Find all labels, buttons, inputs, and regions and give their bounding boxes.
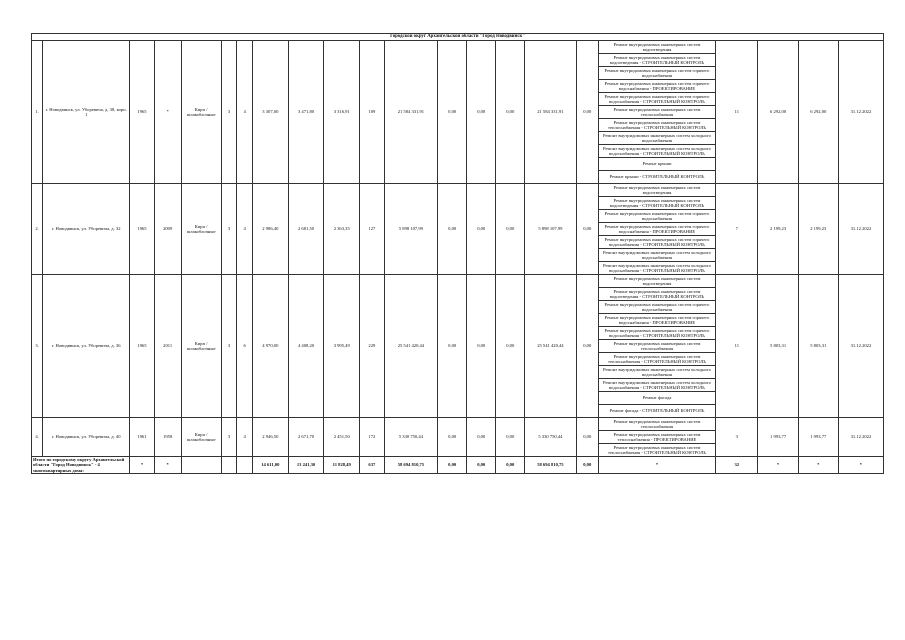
area-living: 2 671,70: [288, 418, 324, 457]
total-row: [32, 457, 884, 474]
fund-federal: 0,00: [438, 41, 467, 184]
repair-work-item: Ремонт внутридомовых инженерных систем горячего водоснабжения - ПРОЕКТИРОВАНИЕ: [598, 223, 715, 236]
area-total: 2 946,50: [252, 418, 288, 457]
house-row: [32, 418, 884, 431]
repair-work-item: Ремонт внутридомовых инженерных систем теплоснабжения - СТРОИТЕЛЬНЫЙ КОНТРОЛЬ: [598, 444, 715, 457]
row-number: 4.: [32, 418, 43, 457]
total-fund-other: 0,00: [576, 457, 598, 474]
repair-work-item: Ремонт внутридомовых инженерных систем теплоснабжения: [598, 106, 715, 119]
fund-regional: 0,00: [467, 275, 496, 418]
total-unit-cost-limit: *: [798, 457, 838, 474]
unit-cost: 5 803,31: [758, 275, 798, 418]
fund-other: 0,00: [576, 418, 598, 457]
repair-work-item: Ремонт внутридомовых инженерных систем теплоснабжения: [598, 340, 715, 353]
repair-work-item: Ремонт внутридомовых инженерных систем холодного водоснабжения - СТРОИТЕЛЬНЫЙ КОНТРОЛЬ: [598, 145, 715, 158]
repair-work-item: Ремонт внутридомовых инженерных систем водоотведения - СТРОИТЕЛЬНЫЙ КОНТРОЛЬ: [598, 288, 715, 301]
area-living: 2 681,50: [288, 184, 324, 275]
fund-other: 0,00: [576, 184, 598, 275]
repair-work-item: Ремонт фасада: [598, 392, 715, 405]
unit-cost-limit: 1 993,77: [798, 418, 838, 457]
floor-count: 3: [221, 418, 237, 457]
repair-work-item: Ремонт внутридомовых инженерных систем теплоснабжения - СТРОИТЕЛЬНЫЙ КОНТРОЛЬ: [598, 119, 715, 132]
region-title: Городской округ Архангельской области "Город Новодвинск": [32, 34, 884, 41]
completion-deadline: 31.12.2022: [838, 41, 883, 184]
resident-count: 127: [360, 184, 385, 275]
total-entrance-count: [237, 457, 253, 474]
total-fund-local: 0,00: [496, 457, 525, 474]
repair-work-item: Ремонт внутридомовых инженерных систем горячего водоснабжения - ПРОЕКТИРОВАНИЕ: [598, 314, 715, 327]
year-built: 1961: [130, 418, 155, 457]
wall-material: Кирп / шлакоблочные: [181, 41, 221, 184]
total-unit-cost: *: [758, 457, 798, 474]
house-row: [32, 184, 884, 197]
house-address: г. Новодвинск, ул. Уборевича, д. 32: [43, 184, 130, 275]
repair-work-item: Ремонт внутридомовых инженерных систем водоотведения - СТРОИТЕЛЬНЫЙ КОНТРОЛЬ: [598, 197, 715, 210]
repair-work-item: Ремонт крыши: [598, 158, 715, 171]
repair-cost-total: 21 584 331,91: [384, 41, 438, 184]
fund-federal: 0,00: [438, 184, 467, 275]
house-row: [32, 275, 884, 288]
total-repair-cost-total: 58 694 810,75: [384, 457, 438, 474]
total-works-count: 32: [716, 457, 758, 474]
repair-cost-total: 5 330 750,44: [384, 418, 438, 457]
house-address: г. Новодвинск, ул. Уборевича, д. 36: [43, 275, 130, 418]
total-wall-material: [181, 457, 221, 474]
house-address: г. Новодвинск, ул. Уборевича, д. 38, корп. 1: [43, 41, 130, 184]
total-area-residential: 11 828,49: [324, 457, 360, 474]
completion-deadline: 31.12.2022: [838, 418, 883, 457]
fund-owners: 25 541 420,44: [525, 275, 576, 418]
entrance-count: 4: [237, 184, 253, 275]
row-number: 1.: [32, 41, 43, 184]
year-last-overhaul: *: [154, 41, 181, 184]
total-works-mark: *: [598, 457, 715, 474]
area-residential: 3 995,49: [324, 275, 360, 418]
row-number: 2.: [32, 184, 43, 275]
total-area-total: 14 611,00: [252, 457, 288, 474]
repair-work-item: Ремонт фасада - СТРОИТЕЛЬНЫЙ КОНТРОЛЬ: [598, 405, 715, 418]
total-fund-owners: 58 694 810,75: [525, 457, 576, 474]
year-last-overhaul: 1958: [154, 418, 181, 457]
resident-count: 109: [360, 41, 385, 184]
fund-federal: 0,00: [438, 418, 467, 457]
repair-work-item: Ремонт внутридомовых инженерных систем холодного водоснабжения - СТРОИТЕЛЬНЫЙ КОНТРОЛЬ: [598, 379, 715, 392]
total-year-built: *: [130, 457, 155, 474]
repair-work-item: Ремонт внутридомовых инженерных систем горячего водоснабжения - СТРОИТЕЛЬНЫЙ КОНТРОЛЬ: [598, 327, 715, 340]
unit-cost-limit: 2 199,23: [798, 184, 838, 275]
repair-work-item: Ремонт внутридомовых инженерных систем теплоснабжения - ПРОЕКТИРОВАНИЕ: [598, 431, 715, 444]
repair-work-item: Ремонт внутридомовых инженерных систем холодного водоснабжения: [598, 366, 715, 379]
completion-deadline: 31.12.2022: [838, 184, 883, 275]
total-floor-count: [221, 457, 237, 474]
fund-regional: 0,00: [467, 418, 496, 457]
fund-owners: 5 898 107,99: [525, 184, 576, 275]
repair-work-item: Ремонт внутридомовых инженерных систем водоотведения: [598, 184, 715, 197]
area-total: 2 986,40: [252, 184, 288, 275]
repair-cost-total: 5 898 107,99: [384, 184, 438, 275]
area-total: 3 307,00: [252, 41, 288, 184]
repair-work-item: Ремонт внутридомовых инженерных систем водоотведения: [598, 275, 715, 288]
total-area-living: 13 241,30: [288, 457, 324, 474]
fund-other: 0,00: [576, 41, 598, 184]
resident-count: 229: [360, 275, 385, 418]
wall-material: Кирп / шлакоблочные: [181, 184, 221, 275]
wall-material: Кирп / шлакоблочные: [181, 418, 221, 457]
total-fund-federal: 0,00: [438, 457, 467, 474]
entrance-count: 4: [237, 41, 253, 184]
repair-work-item: Ремонт внутридомовых инженерных систем горячего водоснабжения - СТРОИТЕЛЬНЫЙ КОНТРОЛЬ: [598, 236, 715, 249]
fund-local: 0,00: [496, 184, 525, 275]
unit-cost: 1 993,77: [758, 418, 798, 457]
house-row: [32, 41, 884, 54]
works-count: 3: [716, 418, 758, 457]
repair-work-item: Ремонт внутридомовых инженерных систем теплоснабжения: [598, 418, 715, 431]
total-fund-regional: 0,00: [467, 457, 496, 474]
repair-cost-total: 25 541 420,44: [384, 275, 438, 418]
unit-cost-limit: 5 803,31: [798, 275, 838, 418]
fund-federal: 0,00: [438, 275, 467, 418]
repair-work-item: Ремонт внутридомовых инженерных систем холодного водоснабжения - СТРОИТЕЛЬНЫЙ КОНТРОЛЬ: [598, 262, 715, 275]
floor-count: 3: [221, 184, 237, 275]
capital-repair-table: [31, 33, 884, 474]
total-resident-count: 637: [360, 457, 385, 474]
area-residential: 3 316,91: [324, 41, 360, 184]
works-count: 11: [716, 41, 758, 184]
area-residential: 2 363,35: [324, 184, 360, 275]
area-living: 3 471,80: [288, 41, 324, 184]
year-built: 1965: [130, 41, 155, 184]
repair-work-item: Ремонт внутридомовых инженерных систем холодного водоснабжения: [598, 132, 715, 145]
floor-count: 3: [221, 41, 237, 184]
repair-work-item: Ремонт внутридомовых инженерных систем водоотведения: [598, 41, 715, 54]
year-built: 1965: [130, 184, 155, 275]
repair-work-item: Ремонт внутридомовых инженерных систем горячего водоснабжения - СТРОИТЕЛЬНЫЙ КОНТРОЛЬ: [598, 93, 715, 106]
repair-work-item: Ремонт внутридомовых инженерных систем горячего водоснабжения - ПРОЕКТИРОВАНИЕ: [598, 80, 715, 93]
unit-cost: 2 199,23: [758, 184, 798, 275]
fund-local: 0,00: [496, 418, 525, 457]
total-completion-deadline: *: [838, 457, 883, 474]
floor-count: 3: [221, 275, 237, 418]
year-last-overhaul: 2009: [154, 184, 181, 275]
entrance-count: 6: [237, 275, 253, 418]
works-count: 11: [716, 275, 758, 418]
house-address: г. Новодвинск, ул. Уборевича, д. 40: [43, 418, 130, 457]
completion-deadline: 31.12.2022: [838, 275, 883, 418]
region-title-row: [32, 34, 884, 41]
entrance-count: 4: [237, 418, 253, 457]
resident-count: 172: [360, 418, 385, 457]
total-label: Итого по городскому округу Архангельской области "Город Новодвинск" - 4 многоквартирных дома:: [32, 457, 130, 474]
total-year-last-overhaul: *: [154, 457, 181, 474]
fund-other: 0,00: [576, 275, 598, 418]
repair-work-item: Ремонт внутридомовых инженерных систем водоотведения - СТРОИТЕЛЬНЫЙ КОНТРОЛЬ: [598, 54, 715, 67]
repair-work-item: Ремонт внутридомовых инженерных систем горячего водоснабжения: [598, 210, 715, 223]
year-last-overhaul: 2011: [154, 275, 181, 418]
repair-work-item: Ремонт крыши - СТРОИТЕЛЬНЫЙ КОНТРОЛЬ: [598, 171, 715, 184]
area-living: 4 408,20: [288, 275, 324, 418]
fund-local: 0,00: [496, 41, 525, 184]
repair-work-item: Ремонт внутридомовых инженерных систем горячего водоснабжения: [598, 301, 715, 314]
area-total: 4 970,00: [252, 275, 288, 418]
fund-local: 0,00: [496, 275, 525, 418]
fund-regional: 0,00: [467, 41, 496, 184]
repair-work-item: Ремонт внутридомовых инженерных систем теплоснабжения - СТРОИТЕЛЬНЫЙ КОНТРОЛЬ: [598, 353, 715, 366]
year-built: 1965: [130, 275, 155, 418]
unit-cost: 6 292,00: [758, 41, 798, 184]
area-residential: 2 451,50: [324, 418, 360, 457]
repair-work-item: Ремонт внутридомовых инженерных систем холодного водоснабжения: [598, 249, 715, 262]
repair-work-item: Ремонт внутридомовых инженерных систем горячего водоснабжения: [598, 67, 715, 80]
row-number: 3.: [32, 275, 43, 418]
works-count: 7: [716, 184, 758, 275]
fund-owners: 21 584 331,91: [525, 41, 576, 184]
fund-owners: 5 330 750,44: [525, 418, 576, 457]
fund-regional: 0,00: [467, 184, 496, 275]
wall-material: Кирп / шлакоблочные: [181, 275, 221, 418]
unit-cost-limit: 6 292,00: [798, 41, 838, 184]
